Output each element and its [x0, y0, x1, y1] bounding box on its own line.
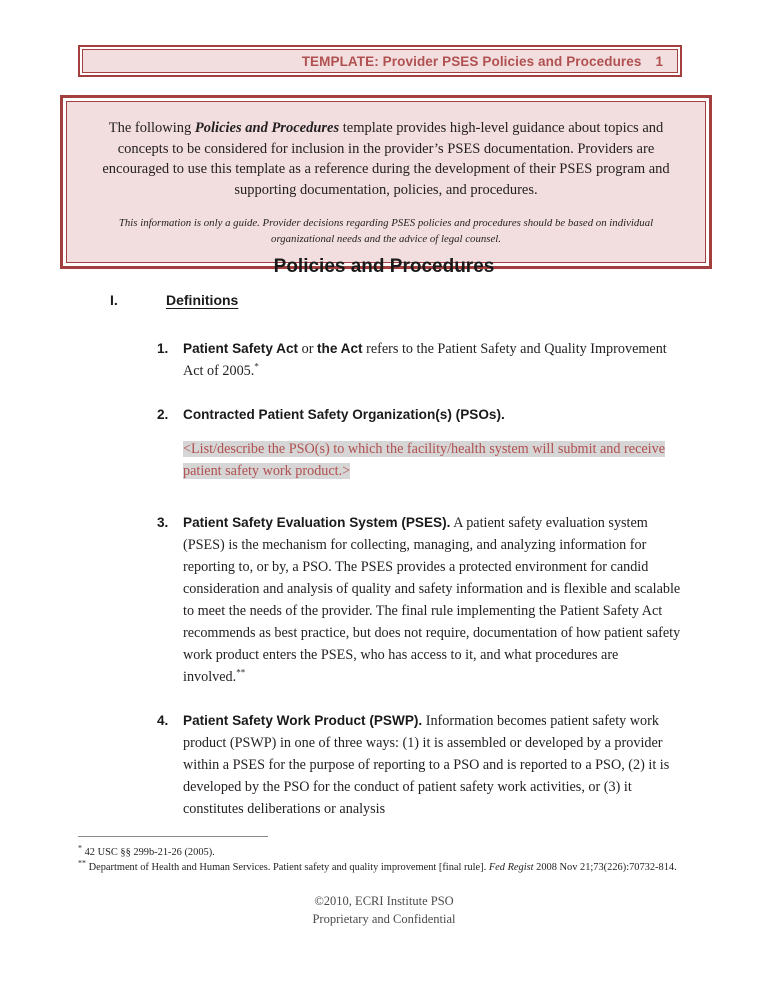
- placeholder-block: [157, 438, 681, 482]
- list-item-conjunction: or: [298, 341, 317, 357]
- footnote-marker: *: [78, 843, 82, 853]
- footnote-item: [78, 858, 684, 876]
- page-header-inner: [82, 49, 678, 73]
- list-item-term: Contracted Patient Safety Organization(s) (PSOs).: [183, 407, 505, 422]
- footnote-marker: *: [254, 361, 259, 372]
- footnote-marker: **: [236, 667, 246, 678]
- intro-callout-box: [60, 95, 712, 269]
- list-item-body: A patient safety evaluation system (PSES) is the mechanism for collecting, managing, and analyzing information for reporting to, or by, a PSO. The PSES provides a protected environment for candid consideration and analysis of quality and safety information and is flexible and scalable to meet the needs of the provider. The final rule implementing the Patient Safety Act recommends as best practice, but does not require, documentation of how patient safety work product enters the PSES, who has access to it, and what procedures are involved.: [183, 515, 681, 685]
- spacer: [157, 482, 681, 512]
- intro-text-pre: The following: [108, 120, 195, 136]
- placeholder-instruction-text: <List/describe the PSO(s) to which the facility/health system will submit and receive patient safety work product.>: [183, 441, 665, 479]
- confidentiality-line: Proprietary and Confidential: [312, 911, 456, 926]
- footnote-separator-rule: [78, 836, 268, 837]
- footnote-journal-name: Fed Regist: [488, 861, 534, 873]
- spacer: [157, 688, 681, 710]
- footnote-marker: **: [78, 858, 86, 868]
- list-item-number: 2.: [157, 407, 169, 422]
- intro-disclaimer-note: This information is only a guide. Provider decisions regarding PSES policies and procedures should be based on individual organizational needs and the advice of legal counsel.: [118, 217, 654, 245]
- list-item-number: 4.: [157, 713, 169, 728]
- list-item: [157, 404, 681, 426]
- section-numeral: I.: [110, 292, 118, 308]
- page-number: 1: [655, 54, 663, 69]
- footnote-area: [78, 836, 684, 876]
- list-item: [157, 710, 681, 820]
- copyright-line: ©2010, ECRI Institute PSO: [314, 894, 454, 908]
- intro-text-bold: Policies and Procedures: [194, 120, 340, 136]
- list-item-term: Patient Safety Work Product (PSWP).: [183, 713, 423, 728]
- page-footer: [0, 893, 768, 929]
- footnote-text-tail: 2008 Nov 21;73(226):70732-814.: [533, 861, 677, 873]
- list-item-term-alt: the Act: [317, 341, 363, 356]
- footnote-text: 42 USC §§ 299b-21-26 (2005).: [82, 847, 215, 858]
- page-header-title: TEMPLATE: Provider PSES Policies and Procedures: [301, 54, 642, 69]
- intro-text-post: template provides high-level guidance about topics and concepts to be considered for inclusion in the provider’s PSES documentation. Providers are encouraged to use this template as a reference during the development of their PSES program and supporting documentation, policies, and procedures.: [102, 120, 670, 198]
- list-item-term: Patient Safety Act: [183, 341, 299, 356]
- spacer: [157, 382, 681, 404]
- page-header-box: [78, 45, 682, 77]
- definitions-list: [157, 338, 681, 820]
- document-title: Policies and Procedures: [273, 256, 495, 277]
- intro-callout-inner: [66, 101, 706, 263]
- section-heading-definitions: [110, 292, 710, 308]
- list-item-body: refers to the Patient Safety and Quality Improvement Act of 2005.: [183, 341, 667, 379]
- list-item: [157, 338, 681, 382]
- list-item-number: 1.: [157, 341, 169, 356]
- list-item-body: Information becomes patient safety work product (PSWP) in one of three ways: (1) it is assembled or developed by a provider within a PSES for the purpose of reporting to a PSO and is reported to a PSO, (2) it is developed by the PSO for the conduct of patient safety work activities, or (3) it constitutes deliberations or analysis: [183, 713, 670, 817]
- intro-paragraph: [97, 118, 675, 200]
- list-item-term: Patient Safety Evaluation System (PSES).: [183, 515, 451, 530]
- footnote-text: Department of Health and Human Services. Patient safety and quality improvement [final rule].: [86, 861, 489, 873]
- list-item: [157, 512, 681, 688]
- footnote-item: [78, 843, 684, 861]
- section-title: Definitions: [166, 292, 239, 308]
- list-item-number: 3.: [157, 515, 169, 530]
